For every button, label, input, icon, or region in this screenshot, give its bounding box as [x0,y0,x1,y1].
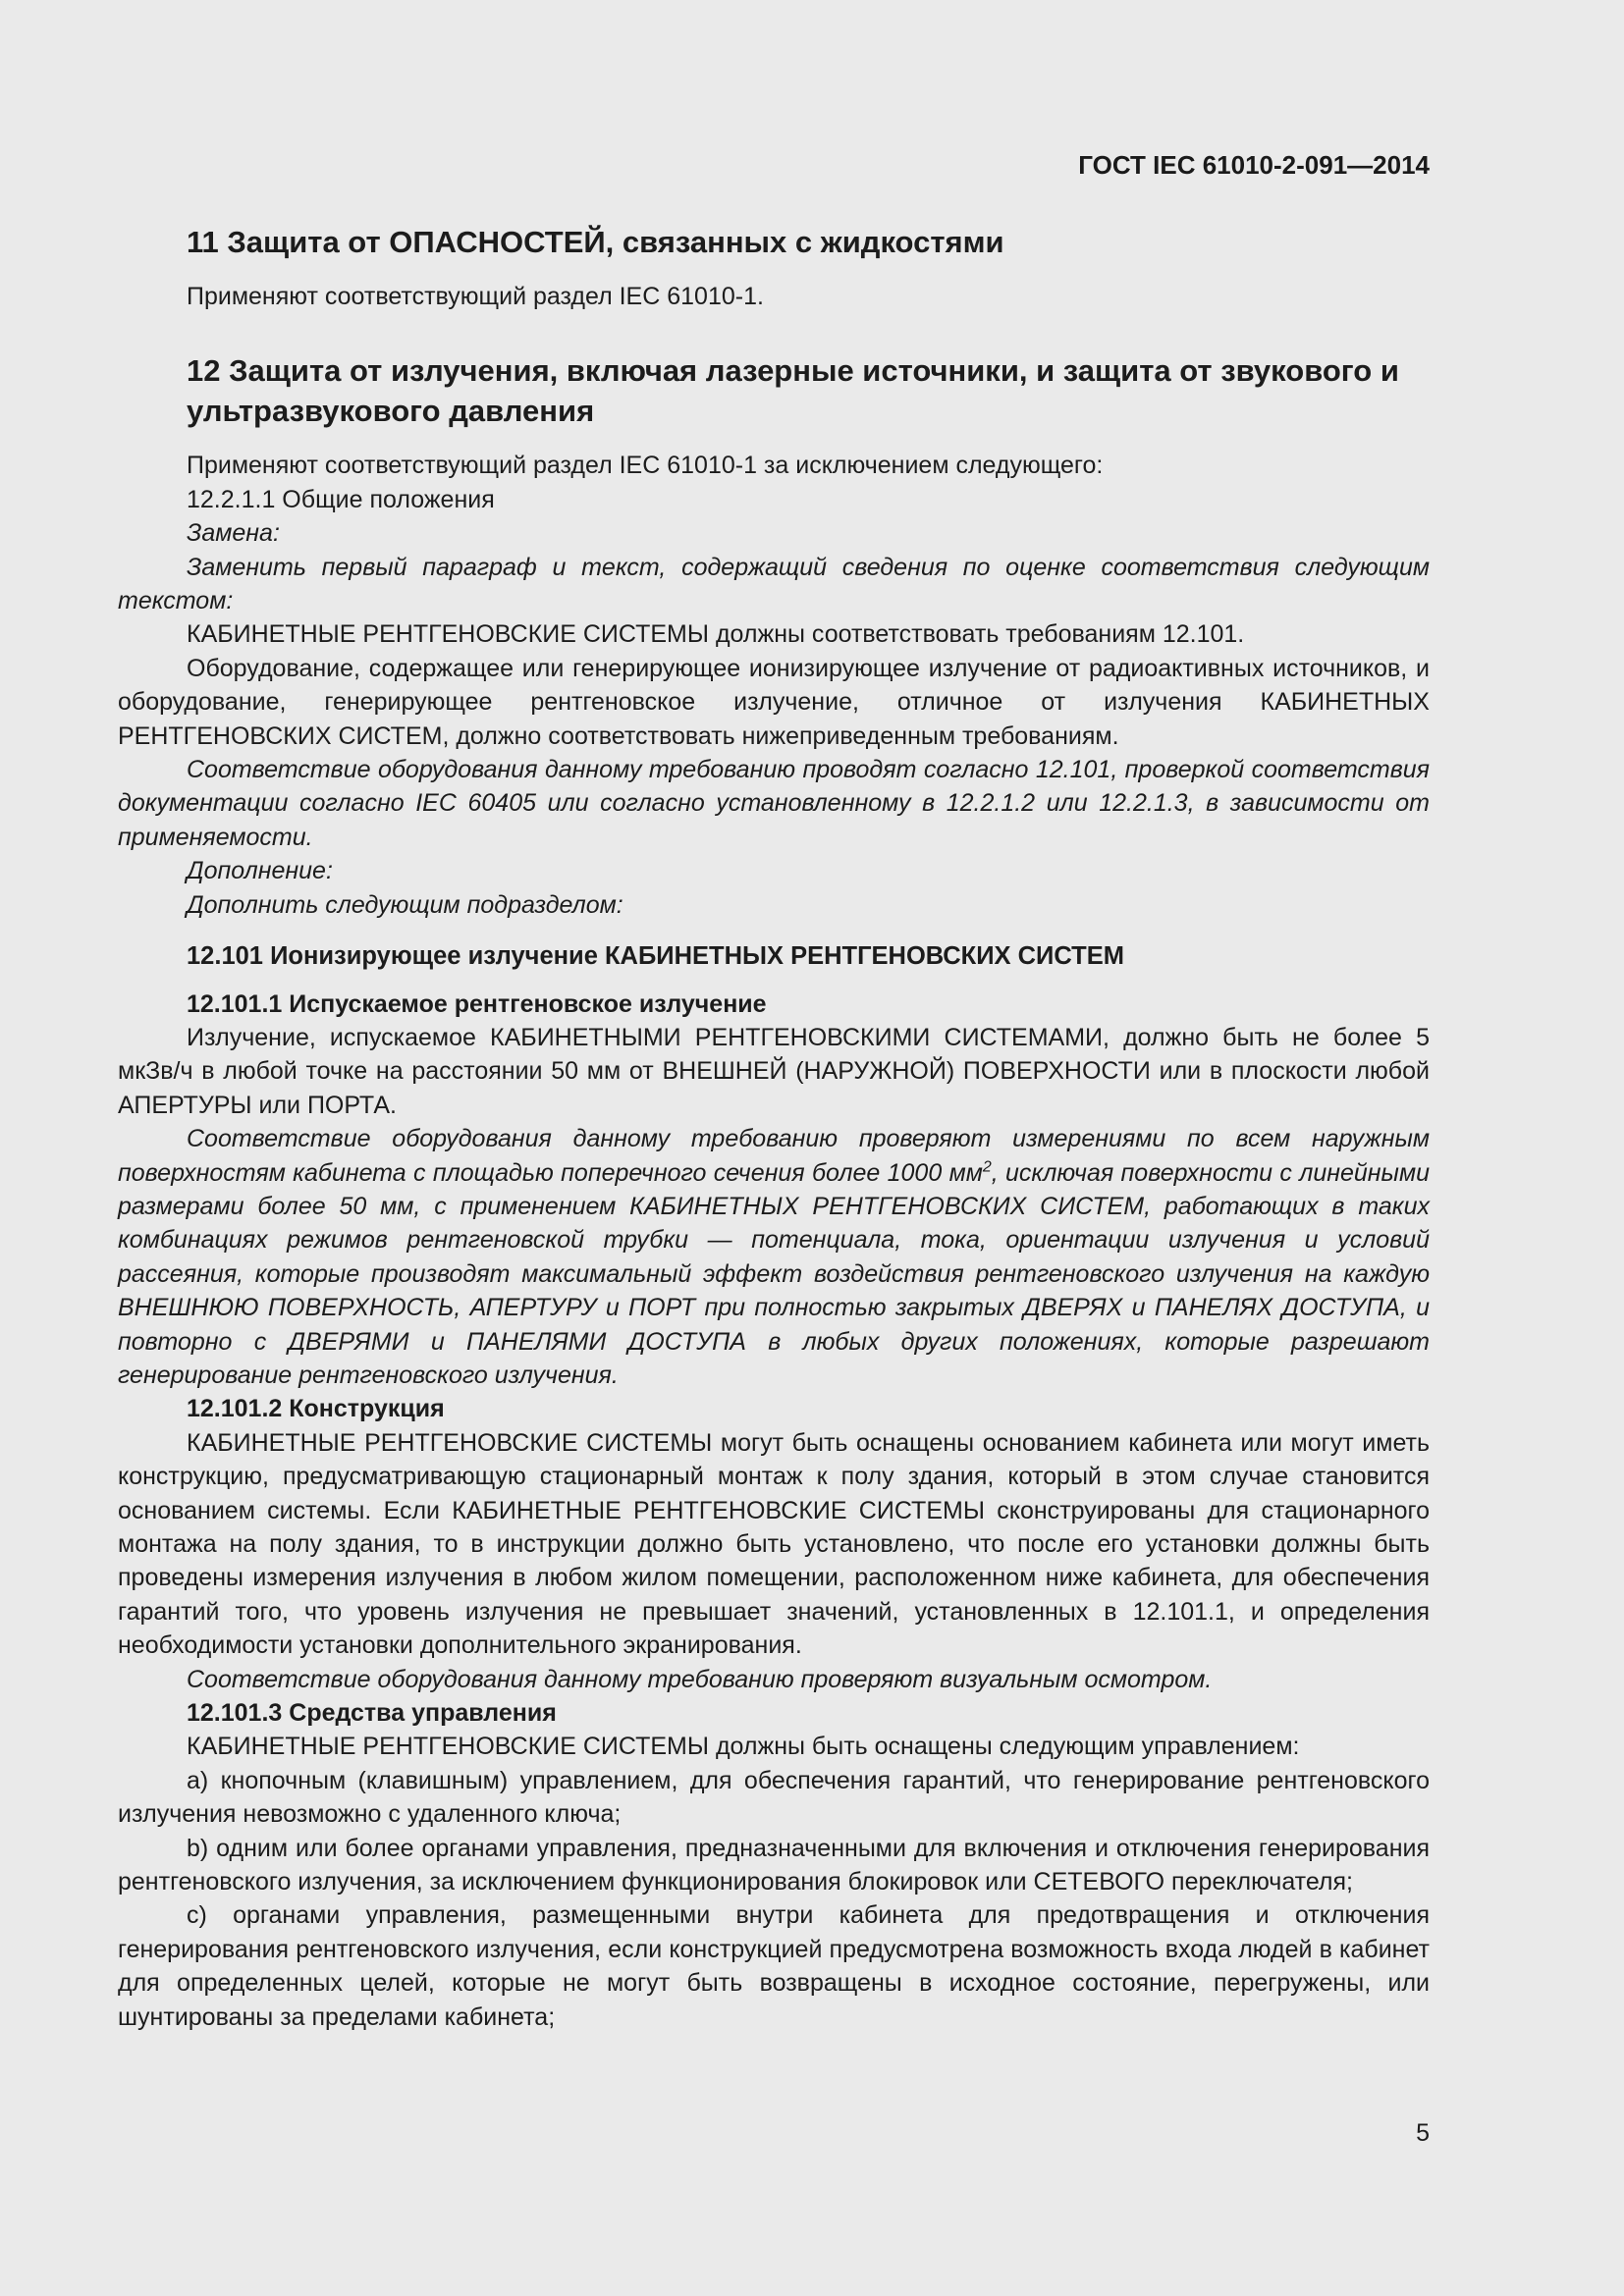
construction-paragraph: КАБИНЕТНЫЕ РЕНТГЕНОВСКИЕ СИСТЕМЫ могут быть оснащены основанием кабинета или могут иметь конструкцию, предусматривающую стационарный монтаж к полу здания, который в этом случае становится основанием системы. Если КАБИНЕТНЫЕ РЕНТГЕНОВСКИЕ СИСТЕМЫ сконструированы для стационарного монтажа на полу здания, то в инструкции должно быть установлено, что после его установки должны быть проведены измерения излучения в любом жилом помещении, расположенном ниже кабинета, для обеспечения гарантий того, что уровень излучения не превышает значений, установленных в 12.101.1, и определения необходимости установки дополнительного экранирования. [118,1428,1430,1660]
clause-12-101-3-heading: 12.101.3 Средства управления [187,1699,557,1728]
document-body [118,222,1430,2034]
section-11-paragraph: Применяют соответствующий раздел IEC 61010-1. [187,283,764,310]
superscript-two: 2 [982,1158,992,1176]
requirement-paragraph: КАБИНЕТНЫЕ РЕНТГЕНОВСКИЕ СИСТЕМЫ должны соответствовать требованиям 12.101. [187,620,1245,649]
section-11-heading: 11 Защита от ОПАСНОСТЕЙ, связанных с жидкостями [187,225,1004,259]
section-12-heading: 12 Защита от излучения, включая лазерные источники, и защита от звукового и ультразвукового давления [187,353,1399,429]
clause-12-101-2-heading: 12.101.2 Конструкция [187,1395,445,1423]
controls-list-item-c: c) органами управления, размещенными внутри кабинета для предотвращения и отключения генерирования рентгеновского излучения, если конструкцией предусмотрена возможность входа людей в кабинет для определенных целей, которые не могут быть возвращены в исходное состояние, перегружены, или шунтированы за пределами кабинета; [118,1901,1430,2031]
emission-limit-paragraph: Излучение, испускаемое КАБИНЕТНЫМИ РЕНТГЕНОВСКИМИ СИСТЕМАМИ, должно быть не более 5 мкЗв/ч в любой точке на расстоянии 50 мм от ВНЕШНЕЙ (НАРУЖНОЙ) ПОВЕРХНОСТИ или в плоскости любой АПЕРТУРЫ или ПОРТА. [118,1023,1430,1119]
addition-instruction: Дополнить следующим подразделом: [187,890,623,919]
clause-12-101-1-heading: 12.101.1 Испускаемое рентгеновское излучение [187,989,767,1018]
clause-12-2-1-1-title: 12.2.1.1 Общие положения [187,485,495,513]
emission-compliance-paragraph [118,1122,1430,1392]
compliance-paragraph: Соответствие оборудования данному требованию проводят согласно 12.101, проверкой соответствия документации согласно IEC 60405 или согласно установленному в 12.2.1.2 или 12.2.1.3, в зависимости от применяемости. [118,756,1430,851]
emission-compliance-text-a: Соответствие оборудования данному требованию проверяют измерениями по всем наружным поверхностям кабинета с площадью поперечного сечения более 1000 мм [118,1125,1430,1187]
addition-label: Дополнение: [187,857,333,885]
controls-list-item-b: b) одним или более органами управления, предназначенными для включения и отключения генерирования рентгеновского излучения, за исключением функционирования блокировок или СЕТЕВОГО переключателя; [118,1834,1430,1896]
controls-list-item-a: a) кнопочным (клавишным) управлением, для обеспечения гарантий, что генерирование рентгеновского излучения невозможно с удаленного ключа; [118,1766,1430,1829]
controls-intro-paragraph: КАБИНЕТНЫЕ РЕНТГЕНОВСКИЕ СИСТЕМЫ должны быть оснащены следующим управлением: [187,1733,1300,1761]
replacement-instruction: Заменить первый параграф и текст, содержащий сведения по оценке соответствия следующим текстом: [118,553,1430,615]
equipment-paragraph: Оборудование, содержащее или генерирующее ионизирующее излучение от радиоактивных источников, и оборудование, генерирующее рентгеновское излучение, отличное от излучения КАБИНЕТНЫХ РЕНТГЕНОВСКИХ СИСТЕМ, должно соответствовать нижеприведенным требованиям. [118,654,1430,750]
document-code-header: ГОСТ IEC 61010-2-091—2014 [1078,150,1430,180]
document-page [118,147,1430,2150]
construction-compliance-paragraph: Соответствие оборудования данному требованию проверяют визуальным осмотром. [187,1665,1213,1693]
page-number: 5 [1416,2119,1430,2147]
section-12-intro: Применяют соответствующий раздел IEC 61010-1 за исключением следующего: [187,452,1104,480]
emission-compliance-text-b: , исключая поверхности с линейными размерами более 50 мм, с применением КАБИНЕТНЫХ РЕНТГЕНОВСКИХ СИСТЕМ, работающих в таких комбинациях режимов рентгеновской трубки — потенциала, тока, ориентации излучения и условий рассеяния, которые производят максимальный эффект воздействия рентгеновского излучения на каждую ВНЕШНЮЮ ПОВЕРХНОСТЬ, АПЕРТУРУ и ПОРТ при полностью закрытых ДВЕРЯХ и ПАНЕЛЯХ ДОСТУПА, и повторно с ДВЕРЯМИ и ПАНЕЛЯМИ ДОСТУПА в любых других положениях, которые разрешают генерирование рентгеновского излучения. [118,1158,1430,1389]
clause-12-101-heading: 12.101 Ионизирующее излучение КАБИНЕТНЫХ РЕНТГЕНОВСКИХ СИСТЕМ [187,942,1124,971]
replacement-label: Замена: [187,519,280,548]
